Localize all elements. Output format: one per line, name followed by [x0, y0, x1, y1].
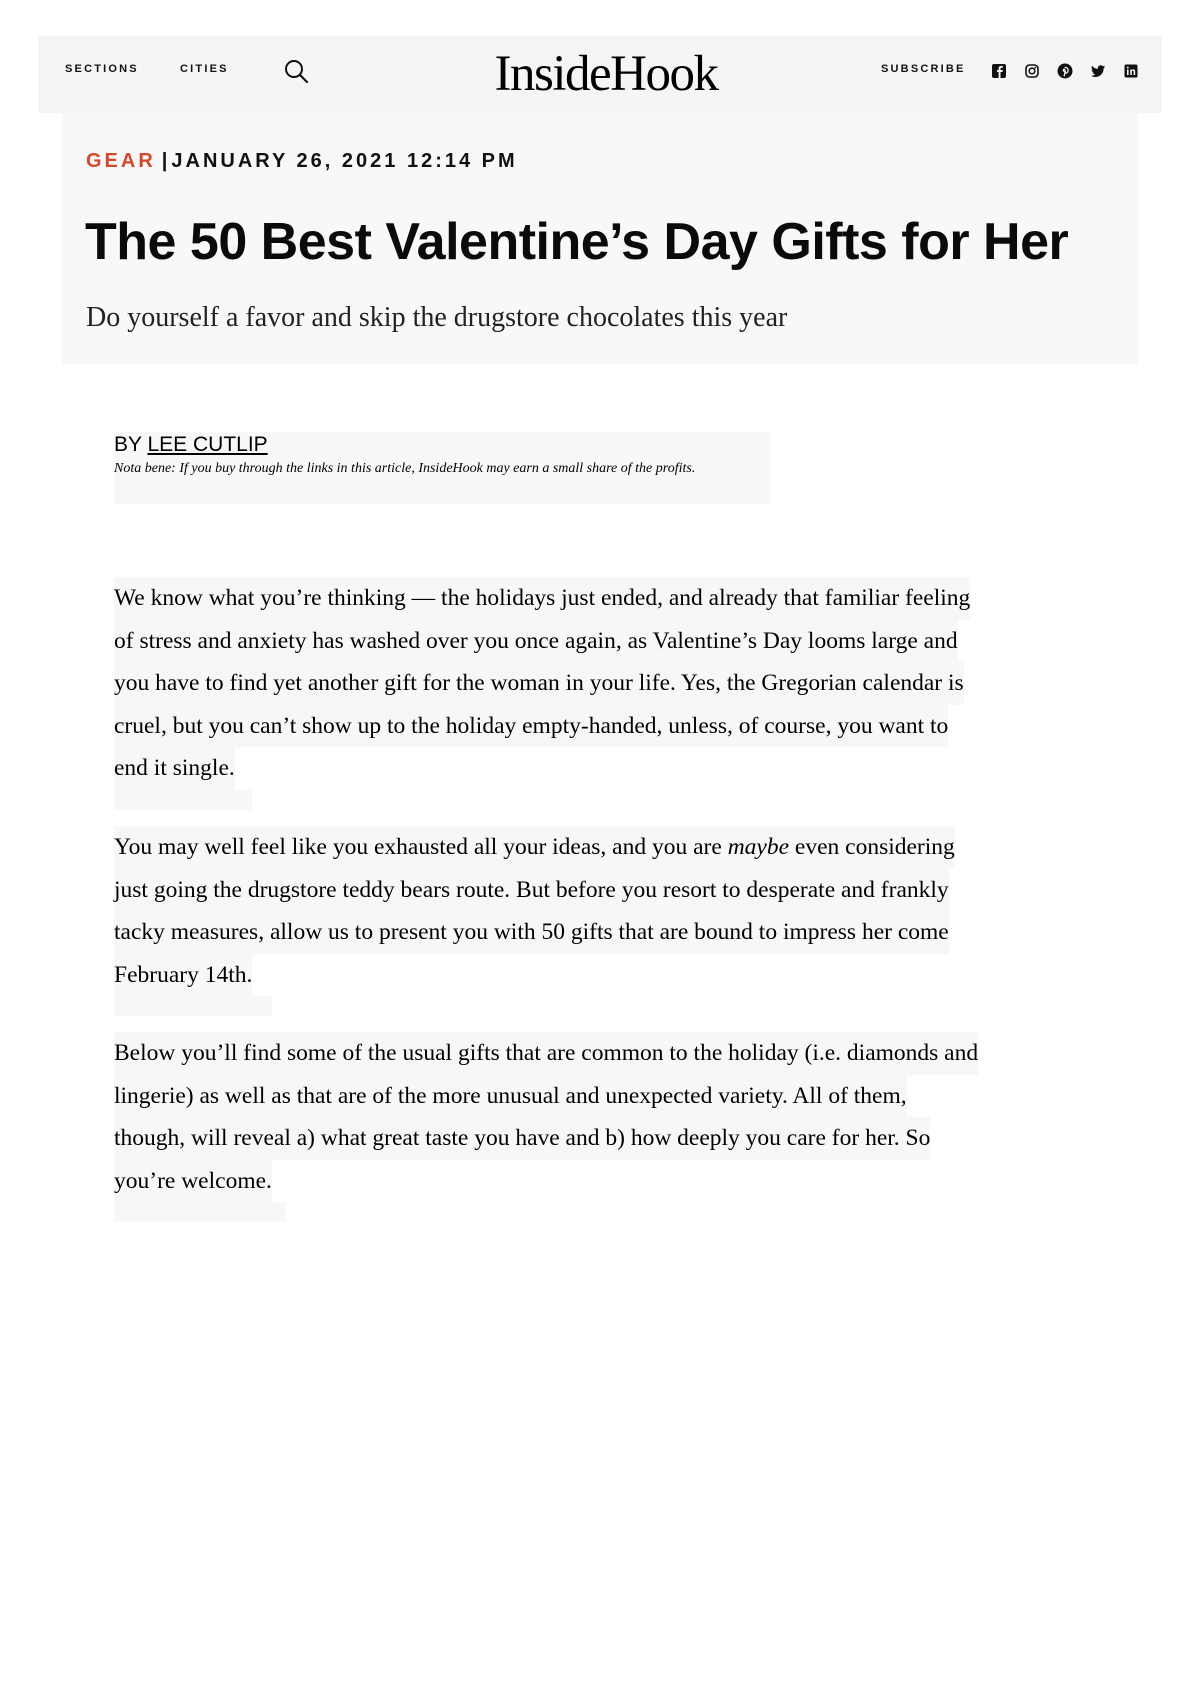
emphasis-text: maybe	[727, 834, 790, 860]
affiliate-disclosure: Nota bene: If you buy through the links in this article, InsideHook may earn a small share of the profits.	[114, 461, 696, 476]
paragraph-line: cruel, but you can’t show up to the holiday empty-handed, unless, of course, you want to	[114, 705, 948, 748]
subscribe-link[interactable]: SUBSCRIBE	[881, 63, 966, 75]
paragraph-line: lingerie) as well as that are of the more unusual and unexpected variety. All of them,	[114, 1075, 907, 1118]
article-paragraph-1	[114, 577, 1094, 810]
paragraph-line: you have to find yet another gift for the woman in your life. Yes, the Gregorian calendar is	[114, 662, 964, 705]
paragraph-text: You may well feel like you exhausted all your ideas, and you are	[114, 834, 728, 860]
top-navigation-bar	[38, 36, 1162, 113]
paragraph-line: We know what you’re thinking — the holidays just ended, and already that familiar feeling	[114, 577, 970, 620]
paragraph-spacer	[114, 1202, 286, 1222]
pinterest-icon[interactable]	[1056, 62, 1074, 80]
paragraph-line: of stress and anxiety has washed over you once again, as Valentine’s Day looms large and	[114, 620, 958, 663]
paragraph-line: just going the drugstore teddy bears route. But before you resort to desperate and frankly	[114, 869, 949, 912]
sections-menu-link[interactable]: SECTIONS	[65, 63, 139, 75]
byline	[114, 432, 268, 457]
paragraph-line: you’re welcome.	[114, 1160, 272, 1203]
paragraph-line: tacky measures, allow us to present you with 50 gifts that are bound to impress her come	[114, 911, 949, 954]
paragraph-line	[114, 826, 955, 869]
article-paragraph-3	[114, 1032, 1094, 1222]
paragraph-text: even considering	[789, 834, 955, 860]
meta-separator: |	[161, 150, 168, 172]
facebook-icon[interactable]	[990, 62, 1008, 80]
byline-block	[114, 432, 770, 504]
cities-menu-link[interactable]: CITIES	[180, 63, 229, 75]
author-link[interactable]: LEE CUTLIP	[147, 433, 268, 456]
instagram-icon[interactable]	[1023, 62, 1041, 80]
paragraph-line: end it single.	[114, 747, 235, 790]
article-paragraph-2	[114, 826, 1094, 1016]
linkedin-icon[interactable]	[1122, 62, 1140, 80]
search-icon[interactable]	[282, 57, 310, 85]
paragraph-spacer	[114, 790, 252, 810]
paragraph-line: though, will reveal a) what great taste you have and b) how deeply you care for her. So	[114, 1117, 930, 1160]
paragraph-spacer	[114, 996, 272, 1016]
site-logo[interactable]: InsideHook	[494, 46, 718, 102]
article-meta	[86, 150, 518, 173]
paragraph-line: Below you’ll find some of the usual gifts that are common to the holiday (i.e. diamonds and	[114, 1032, 978, 1075]
byline-prefix: BY	[114, 433, 142, 456]
article-dek: Do yourself a favor and skip the drugstore chocolates this year	[86, 302, 788, 333]
article-header	[62, 113, 1138, 364]
article-headline: The 50 Best Valentine’s Day Gifts for Her	[85, 213, 1069, 271]
category-link[interactable]: GEAR	[86, 150, 156, 172]
twitter-icon[interactable]	[1089, 62, 1107, 80]
paragraph-line: February 14th.	[114, 954, 252, 997]
publish-date: JANUARY 26, 2021 12:14 PM	[171, 150, 518, 172]
